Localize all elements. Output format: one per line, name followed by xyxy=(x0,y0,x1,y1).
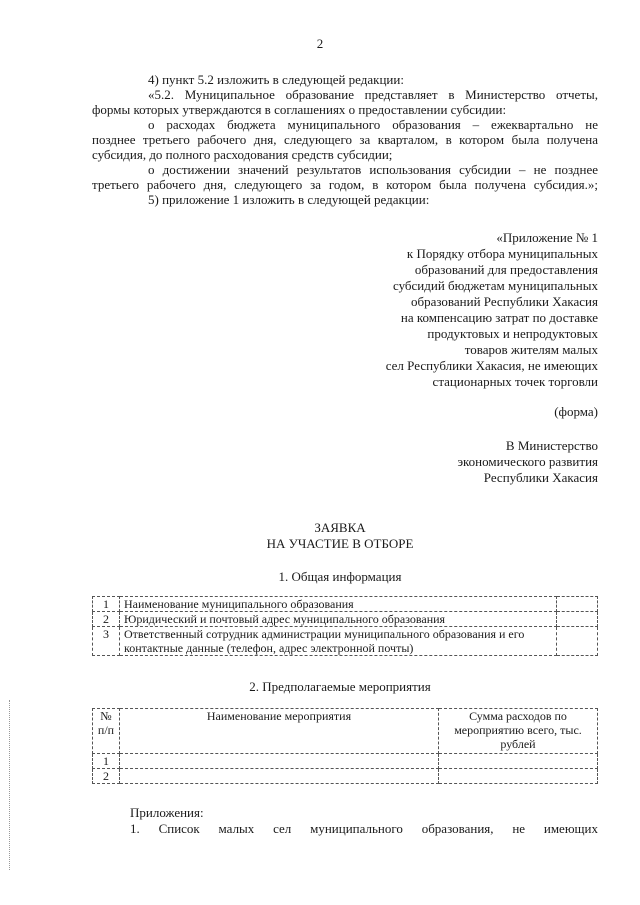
row-number: 1 xyxy=(93,754,120,769)
header-activity-name: Наименование мероприятия xyxy=(120,709,439,754)
form-label: (форма) xyxy=(554,404,598,419)
row-label: Наименование муниципального образования xyxy=(120,597,557,612)
activity-name-cell[interactable] xyxy=(120,754,439,769)
appendix-line: стационарных точек торговли xyxy=(432,374,598,389)
paragraph-5-2-line2: формы которых утверждаются в соглашениях о предоставлении субсидии: xyxy=(92,102,507,117)
row-value[interactable] xyxy=(557,597,598,612)
appendix-line: сел Республики Хакасия, не имеющих xyxy=(385,358,598,373)
table-row xyxy=(93,754,598,769)
table-row xyxy=(93,769,598,784)
section2-heading: 2. Предполагаемые мероприятия xyxy=(249,679,431,694)
paragraph-item5: 5) приложение 1 изложить в следующей редакции: xyxy=(148,192,430,207)
paragraph-item4: 4) пункт 5.2 изложить в следующей редакции: xyxy=(148,72,404,87)
page-number: 2 xyxy=(316,36,324,51)
row-number: 2 xyxy=(93,612,120,627)
addressee-line: экономического развития xyxy=(457,454,598,469)
appendix-line: продуктовых и непродуктовых xyxy=(427,326,598,341)
scan-edge-line xyxy=(9,700,11,870)
header-sum: Сумма расходов по мероприятию всего, тыс. рублей xyxy=(439,709,598,754)
addressee xyxy=(457,438,598,486)
expenses-line3: субсидия, до полного расходования средств субсидии; xyxy=(92,147,393,162)
appendix-line: товаров жителям малых xyxy=(464,342,598,357)
achievement-line2: третьего рабочего дня, следующего за годом, в котором была получена субсидия.»; xyxy=(92,177,598,192)
attachment-item-1: 1. Список малых сел муниципального образования, не имеющих xyxy=(130,821,598,836)
table-row xyxy=(93,627,598,656)
appendix-line: к Порядку отбора муниципальных xyxy=(406,246,598,261)
activity-name-cell[interactable] xyxy=(120,769,439,784)
row-value[interactable] xyxy=(557,627,598,656)
activities-table xyxy=(92,708,598,784)
appendix-line: на компенсацию затрат по доставке xyxy=(400,310,598,325)
appendix-line: «Приложение № 1 xyxy=(496,230,598,245)
row-number: 1 xyxy=(93,597,120,612)
activity-sum-cell[interactable] xyxy=(439,754,598,769)
general-info-table xyxy=(92,596,598,656)
section1-heading: 1. Общая информация xyxy=(278,569,402,584)
appendix-header xyxy=(298,230,598,390)
addressee-line: В Министерство xyxy=(505,438,598,453)
appendix-line: образований Республики Хакасия xyxy=(410,294,598,309)
row-value[interactable] xyxy=(557,612,598,627)
attachments-heading: Приложения: xyxy=(130,805,204,820)
document-title: ЗАЯВКА xyxy=(314,520,366,535)
table-row xyxy=(93,612,598,627)
addressee-line: Республики Хакасия xyxy=(483,470,598,485)
document-subtitle: НА УЧАСТИЕ В ОТБОРЕ xyxy=(266,536,414,551)
header-number: № п/п xyxy=(93,709,120,754)
achievement-line1: о достижении значений результатов использования субсидии – не позднее xyxy=(148,162,598,177)
row-label: Ответственный сотрудник администрации муниципального образования и его контактные данные (телефон, адрес электронной почты) xyxy=(120,627,557,656)
appendix-line: образований для предоставления xyxy=(414,262,598,277)
row-number: 2 xyxy=(93,769,120,784)
table-header-row xyxy=(93,709,598,754)
expenses-line2: позднее третьего рабочего дня, следующего за кварталом, в котором была получена xyxy=(92,132,598,147)
table-row xyxy=(93,597,598,612)
activity-sum-cell[interactable] xyxy=(439,769,598,784)
paragraph-5-2-line1: «5.2. Муниципальное образование представляет в Министерство отчеты, xyxy=(148,87,598,102)
row-number: 3 xyxy=(93,627,120,656)
row-label: Юридический и почтовый адрес муниципального образования xyxy=(120,612,557,627)
appendix-line: субсидий бюджетам муниципальных xyxy=(393,278,598,293)
expenses-line1: о расходах бюджета муниципального образования – ежеквартально не xyxy=(148,117,598,132)
